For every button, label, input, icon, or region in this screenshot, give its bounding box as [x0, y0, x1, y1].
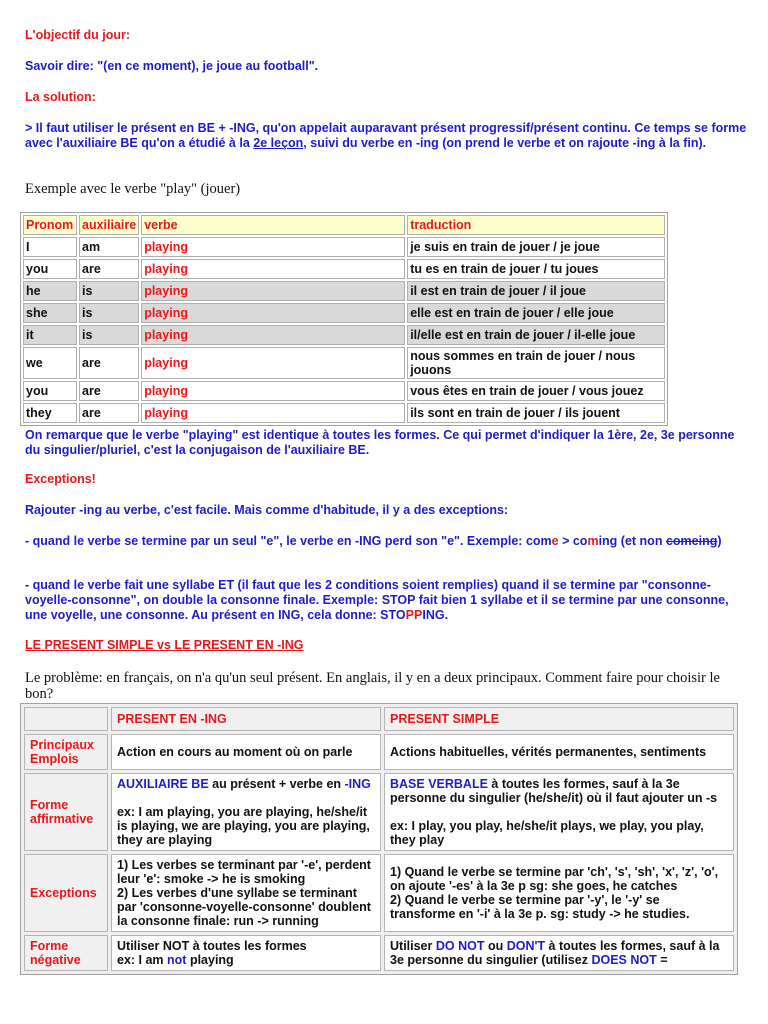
table-row [23, 303, 665, 323]
affirmative-ing-example: ex: I am playing, you are playing, he/she/it is playing, we are playing, you are playing, they are playing [117, 805, 370, 847]
does-not-text: DOES NOT [591, 953, 657, 967]
compare-row-negative [24, 935, 734, 971]
remark-text: On remarque que le verbe "playing" est identique à toutes les formes. Ce qui permet d'indiquer la 1ère, 2e, 3e personne du singulier/pluriel, c'est la conjugaison de l'auxiliaire BE. [25, 428, 735, 457]
example-text: Exemple avec le verbe "play" (jouer) [25, 181, 241, 197]
row-label-affirmative: Forme affirmative [24, 773, 108, 851]
exception-rule-1 [25, 534, 748, 549]
exceptions-label: Exceptions! [25, 472, 96, 486]
objective-label: L'objectif du jour: [25, 28, 131, 42]
table-row [23, 237, 665, 257]
table-row [23, 259, 665, 279]
table-row [23, 403, 665, 423]
do-not-text: DO NOT [435, 939, 485, 953]
header-auxiliaire: auxiliaire [79, 215, 139, 235]
translation-cell: elle est en train de jouer / elle joue [407, 303, 665, 323]
verb-cell: playing [141, 325, 405, 345]
emplois-simple-cell: Actions habituelles, vérités permanentes, sentiments [384, 734, 734, 770]
rule1-et-non: (et non [617, 534, 666, 548]
translation-cell: je suis en train de jouer / je joue [407, 237, 665, 257]
solution-part2: , suivi du verbe en -ing (on prend le verbe et on rajoute -ing à la fin). [303, 136, 707, 150]
pronoun-cell: it [23, 325, 77, 345]
translation-cell: il est en train de jouer / il joue [407, 281, 665, 301]
neg-simple-end: = [656, 953, 668, 967]
negative-ing-example [117, 953, 375, 967]
aux-cell: are [79, 347, 139, 379]
aux-cell: are [79, 403, 139, 423]
rule1-strike: comeing [665, 534, 718, 548]
neg-simple-pre: Utiliser [390, 939, 436, 953]
neg-ex-not: not [167, 953, 187, 967]
compare-row-exceptions [24, 854, 734, 932]
neg-simple-mid: à toutes les formes, sauf à la 3e personne du singulier (utilisez [390, 939, 720, 967]
emplois-ing-cell: Action en cours au moment où on parle [111, 734, 381, 770]
affirmative-simple-example: ex: I play, you play, he/she/it plays, we play, you play, they play [390, 819, 704, 847]
exceptions-ing-cell [111, 854, 381, 932]
exceptions-simple-cell [384, 854, 734, 932]
verb-cell: playing [141, 281, 405, 301]
compare-header-row [24, 707, 734, 731]
row-label-emplois: Principaux Emplois [24, 734, 108, 770]
translation-cell: il/elle est en train de jouer / il-elle joue [407, 325, 665, 345]
translation-cell: nous sommes en train de jouer / nous jouons [407, 347, 665, 379]
verb-conjugation-table [20, 212, 668, 426]
lesson2-link[interactable]: 2e leçon [253, 136, 304, 150]
table-row [23, 325, 665, 345]
solution-text [25, 121, 748, 151]
header-pronom: Pronom [23, 215, 77, 235]
solution-part1: > Il faut utiliser le présent en BE + -ING, qu'on appelait auparavant présent progressif/présent continu. Ce temps se forme avec l'auxiliaire BE qu'on a étudié à la [25, 121, 747, 150]
aux-be-text: AUXILIAIRE BE [117, 777, 209, 791]
section2-title: LE PRESENT SIMPLE vs LE PRESENT EN -ING [25, 638, 304, 652]
table-row [23, 347, 665, 379]
table-row [23, 381, 665, 401]
rajouter-text: Rajouter -ing au verbe, c'est facile. Mais comme d'habitude, il y a des exceptions: [25, 503, 509, 517]
aux-cell: is [79, 303, 139, 323]
objective-text: Savoir dire: "(en ce moment), je joue au football". [25, 59, 319, 73]
pronoun-cell: he [23, 281, 77, 301]
corner-cell [24, 707, 108, 731]
rule1-e: e [551, 534, 559, 548]
rule2-sto: STO [380, 608, 406, 622]
row-label-negative: Forme négative [24, 935, 108, 971]
pronoun-cell: she [23, 303, 77, 323]
row-label-exceptions: Exceptions [24, 854, 108, 932]
translation-cell: tu es en train de jouer / tu joues [407, 259, 665, 279]
rule1-close: ) [717, 534, 722, 548]
comparison-table [20, 703, 738, 975]
compare-row-affirmative [24, 773, 734, 851]
aux-cell: am [79, 237, 139, 257]
aux-cell: is [79, 281, 139, 301]
pronoun-cell: I [23, 237, 77, 257]
compare-row-emplois [24, 734, 734, 770]
pronoun-cell: they [23, 403, 77, 423]
affirmative-ing-cell [111, 773, 381, 851]
exception-simple-2: 2) Quand le verbe se termine par '-y', le '-y' se transforme en '-i' à la 3e p. sg: study -> he studies. [390, 893, 690, 921]
negative-simple-cell [384, 935, 734, 971]
pronoun-cell: you [23, 381, 77, 401]
exception-simple-1: 1) Quand le verbe se termine par 'ch', 's', 'sh', 'x', 'z', 'o', on ajoute '-es' à la 3e p sg: she goes, he catches [390, 865, 719, 893]
neg-ex-pre: ex: I am [117, 953, 168, 967]
problem-text: Le problème: en français, on n'a qu'un seul présent. En anglais, il y en a deux principaux. Comment faire pour choisir le bon? [25, 670, 720, 702]
rule1-text: - quand le verbe se termine par un seul "e", le verbe en -ING perd son "e". Exemple: [25, 534, 526, 548]
neg-ex-post: playing [186, 953, 234, 967]
verb-cell: playing [141, 259, 405, 279]
exception-rule-2 [25, 578, 748, 623]
dont-text: DON'T [506, 939, 546, 953]
rule1-m: m [587, 534, 599, 548]
base-rest-text: à toutes les formes, sauf à la 3e personne du singulier (he/she/it) où il faut ajouter un -s [390, 777, 718, 805]
table-header-row [23, 215, 665, 235]
verb-cell: playing [141, 237, 405, 257]
rule2-text: - quand le verbe fait une syllabe ET (il faut que les 2 conditions soient remplies) quand il se termine par "consonne-voyelle-consonne", on double la consonne finale. Exemple: STOP fait bien 1 syllabe et il se termine par une consonne, une voyelle, une consonne. Au présent en ING, cela donne: [25, 578, 729, 622]
header-present-simple: PRESENT SIMPLE [384, 707, 734, 731]
verb-cell: playing [141, 381, 405, 401]
negative-ing-cell [111, 935, 381, 971]
aux-mid-text: au présent + verbe en [208, 777, 345, 791]
exception-ing-1: 1) Les verbes se terminant par '-e', perdent leur 'e': smoke -> he is smoking [117, 858, 371, 886]
pronoun-cell: we [23, 347, 77, 379]
verb-cell: playing [141, 347, 405, 379]
solution-label: La solution: [25, 90, 96, 104]
translation-cell: vous êtes en train de jouer / vous jouez [407, 381, 665, 401]
base-verbale-text: BASE VERBALE [390, 777, 488, 791]
rule1-co: co [572, 534, 588, 548]
header-traduction: traduction [407, 215, 665, 235]
verb-cell: playing [141, 403, 405, 423]
affirmative-simple-cell [384, 773, 734, 851]
rule1-com: com [525, 534, 552, 548]
pronoun-cell: you [23, 259, 77, 279]
rule1-ing: ing [598, 534, 618, 548]
aux-cell: is [79, 325, 139, 345]
translation-cell: ils sont en train de jouer / ils jouent [407, 403, 665, 423]
header-present-ing: PRESENT EN -ING [111, 707, 381, 731]
neg-ou: ou [484, 939, 507, 953]
rule2-ing: ING. [422, 608, 449, 622]
negative-ing-rule: Utiliser NOT à toutes les formes [117, 939, 307, 953]
rule1-arrow: > [558, 534, 573, 548]
table-row [23, 281, 665, 301]
ing-text: -ING [344, 777, 371, 791]
verb-cell: playing [141, 303, 405, 323]
rule2-pp: PP [405, 608, 423, 622]
header-verbe: verbe [141, 215, 405, 235]
aux-cell: are [79, 259, 139, 279]
exception-ing-2: 2) Les verbes d'une syllabe se terminant par 'consonne-voyelle-consonne' doublent la consonne finale: run -> running [117, 886, 371, 928]
aux-cell: are [79, 381, 139, 401]
